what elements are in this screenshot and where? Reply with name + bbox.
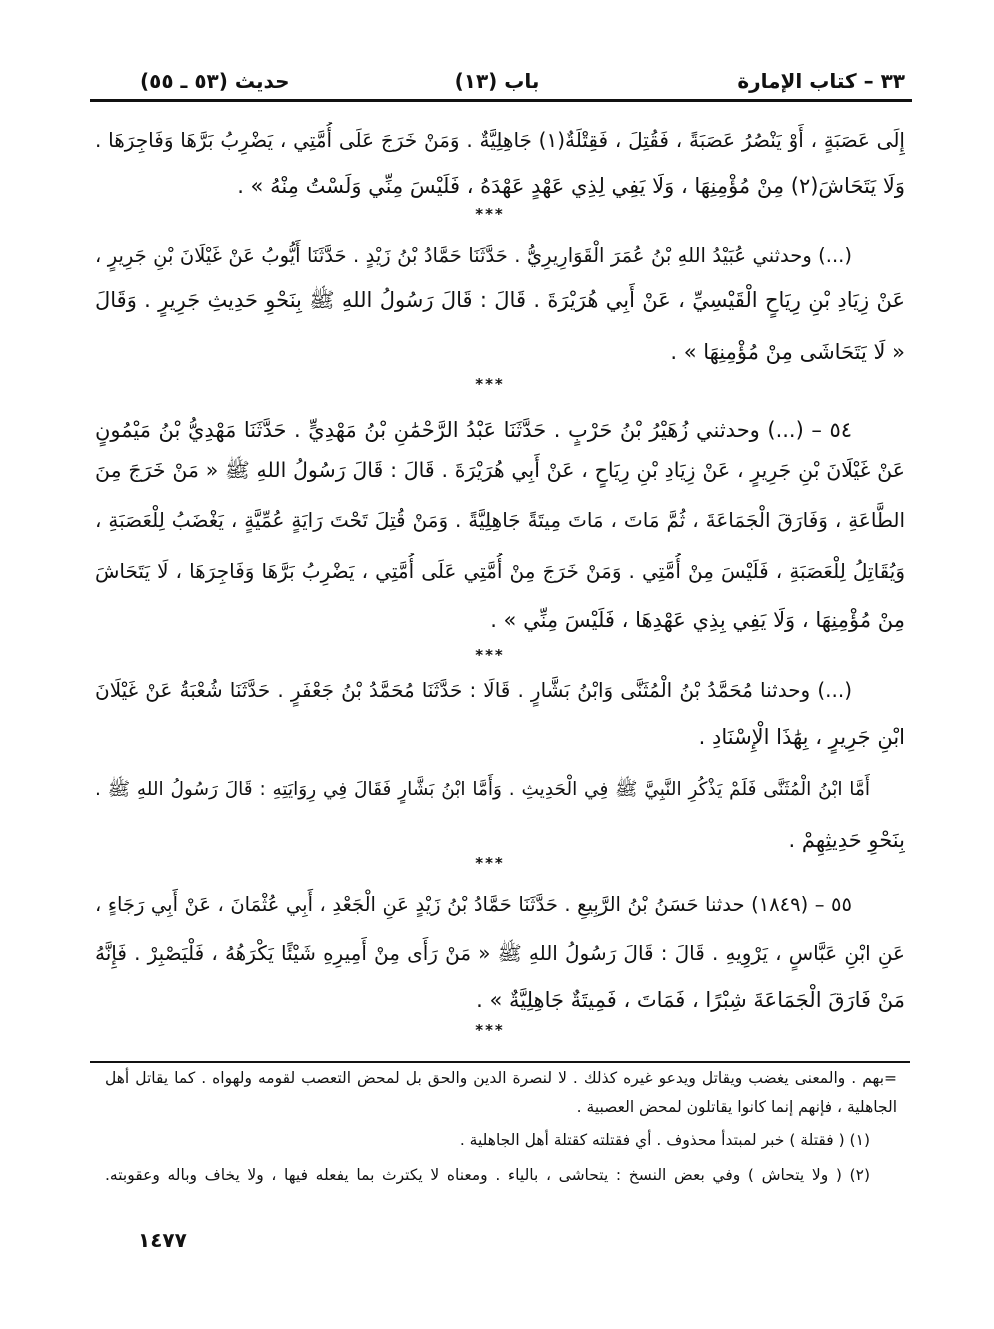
hadith-54b-line: (...) وحدثنا مُحَمَّدُ بْنُ الْمُثَنَّى وَابْنُ بَشَّارٍ . قَالَا : حَدَّثَنَا مُحَمَّدُ بْنُ جَعْفَرٍ . حَدَّثَنَا شُعْبَةُ عَنْ غَيْلَانَ: [95, 678, 852, 702]
section-separator: ***: [475, 646, 505, 664]
footnote-continuation-line: =بهم . والمعنى يغضب ويقاتل ويدعو غيره كذلك . لا لنصرة الدين والحق بل لمحض التعصب لقومه ولهواه . كما يقاتل أهل: [105, 1069, 897, 1087]
continuation-line: إِلَى عَصَبَةٍ ، أَوْ يَنْصُرُ عَصَبَةً ، فَقُتِلَ ، فَقِتْلَةٌ(١) جَاهِلِيَّةٌ . وَمَنْ خَرَجَ عَلَى أُمَّتِي ، يَضْرِبُ بَرَّهَا وَفَاجِرَهَا .: [95, 128, 905, 152]
hadith-54-line: وَيُقَاتِلُ لِلْعَصَبَةِ ، فَلَيْسَ مِنْ أُمَّتِي . وَمَنْ خَرَجَ مِنْ أُمَّتِي عَلَى أُمَّتِي ، يَضْرِبُ بَرَّهَا وَفَاجِرَهَا ، لَا يَتَحَاشَ: [95, 559, 905, 583]
hadith-53b-line: « لَا يَتَحَاشَى مِنْ مُؤْمِنِهَا » .: [670, 340, 905, 364]
hadith-55-line: ٥٥ – (١٨٤٩) حدثنا حَسَنُ بْنُ الرَّبِيعِ . حَدَّثَنَا حَمَّادُ بْنُ زَيْدٍ عَنِ الْجَعْدِ ، أَبِي عُثْمَانَ ، عَنْ أَبِي رَجَاءٍ ،: [95, 893, 852, 916]
running-header-hadith-range: حديث (٥٣ ـ ٥٥): [140, 69, 290, 93]
footnote-continuation-line: الجاهلية ، فإنهم إنما كانوا يقاتلون لمحض العصبية .: [576, 1098, 897, 1116]
header-rule: [90, 99, 912, 102]
section-separator: ***: [475, 1021, 505, 1039]
continuation-line: وَلَا يَتَحَاشَ(٢) مِنْ مُؤْمِنِهَا ، وَلَا يَفِي لِذِي عَهْدٍ عَهْدَهُ ، فَلَيْسَ مِنِّي وَلَسْتُ مِنْهُ » .: [237, 174, 905, 198]
hadith-54-line: عَنْ غَيْلَانَ بْنِ جَرِيرٍ ، عَنْ زِيَادِ بْنِ رِيَاحٍ ، عَنْ أَبِي هُرَيْرَةَ . قَالَ : قَالَ رَسُولُ اللهِ ﷺ « مَنْ خَرَجَ مِنَ: [95, 458, 905, 482]
hadith-54-line: ٥٤ – (...) وحدثني زُهَيْرُ بْنُ حَرْبٍ . حَدَّثَنَا عَبْدُ الرَّحْمَٰنِ بْنُ مَهْدِيٍّ . حَدَّثَنَا مَهْدِيُّ بْنُ مَيْمُونٍ: [95, 418, 852, 442]
footnote-1: (١) ( فقتلة ) خبر لمبتدأ محذوف . أي فقتلته كقتلة أهل الجاهلية .: [459, 1131, 870, 1149]
hadith-54-line: مِنْ مُؤْمِنِهَا ، وَلَا يَفِي بِذِي عَهْدِهَا ، فَلَيْسَ مِنِّي » .: [490, 608, 905, 632]
hadith-54b-note-line: بِنَحْوِ حَدِيثِهِمْ .: [788, 828, 905, 852]
running-header-chapter: باب (١٣): [454, 69, 540, 93]
hadith-53b-line: (...) وحدثني عُبَيْدُ اللهِ بْنُ عُمَرَ الْقَوَارِيرِيُّ . حَدَّثَنَا حَمَّادُ بْنُ زَيْدٍ . حَدَّثَنَا أَيُّوبُ عَنْ غَيْلَانَ بْنِ جَرِيرٍ ،: [95, 244, 852, 267]
hadith-54-line: الطَّاعَةِ ، وَفَارَقَ الْجَمَاعَةَ ، ثُمَّ مَاتَ ، مَاتَ مِيتَةً جَاهِلِيَّةً . وَمَنْ قُتِلَ تَحْتَ رَايَةٍ عُمِّيَّةٍ ، يَغْضَبُ لِلْعَصَبَةِ ،: [95, 508, 905, 532]
page-number: ١٤٧٧: [138, 1228, 187, 1252]
section-separator: ***: [475, 854, 505, 872]
hadith-53b-line: عَنْ زِيَادِ بْنِ رِيَاحٍ الْقَيْسِيِّ ، عَنْ أَبِي هُرَيْرَةَ . قَالَ : قَالَ رَسُولُ اللهِ ﷺ بِنَحْوِ حَدِيثِ جَرِيرٍ . وَقَالَ: [95, 288, 905, 312]
hadith-54b-note-line: أَمَّا ابْنُ الْمُثَنَّى فَلَمْ يَذْكُرِ النَّبِيَّ ﷺ فِي الْحَدِيثِ . وَأَمَّا ابْنُ بَشَّارٍ فَقَالَ فِي رِوَايَتِهِ : قَالَ رَسُولُ اللهِ ﷺ .: [95, 779, 870, 800]
hadith-55-line: عَنِ ابْنِ عَبَّاسٍ ، يَرْوِيهِ . قَالَ : قَالَ رَسُولُ اللهِ ﷺ « مَنْ رَأَى مِنْ أَمِيرِهِ شَيْئًا يَكْرَهُهُ ، فَلْيَصْبِرْ . فَإِنَّهُ: [95, 941, 905, 965]
section-separator: ***: [475, 205, 505, 223]
section-separator: ***: [475, 375, 505, 393]
footnote-2: (٢) ( ولا يتحاش ) وفي بعض النسخ : يتحاشى ، بالياء . ومعناه لا يكترث بما يفعله فيها ، ولا يخاف وباله وعقوبته.: [105, 1166, 870, 1184]
hadith-54b-line: ابْنِ جَرِيرٍ ، بِهَٰذَا الْإِسْنَادِ .: [698, 725, 905, 749]
footnote-rule: [90, 1061, 910, 1063]
hadith-55-line: مَنْ فَارَقَ الْجَمَاعَةَ شِبْرًا ، فَمَاتَ ، فَمِيتَةٌ جَاهِلِيَّةٌ » .: [476, 988, 905, 1012]
running-header-book-title: ٣٣ – كتاب الإمارة: [737, 69, 905, 93]
